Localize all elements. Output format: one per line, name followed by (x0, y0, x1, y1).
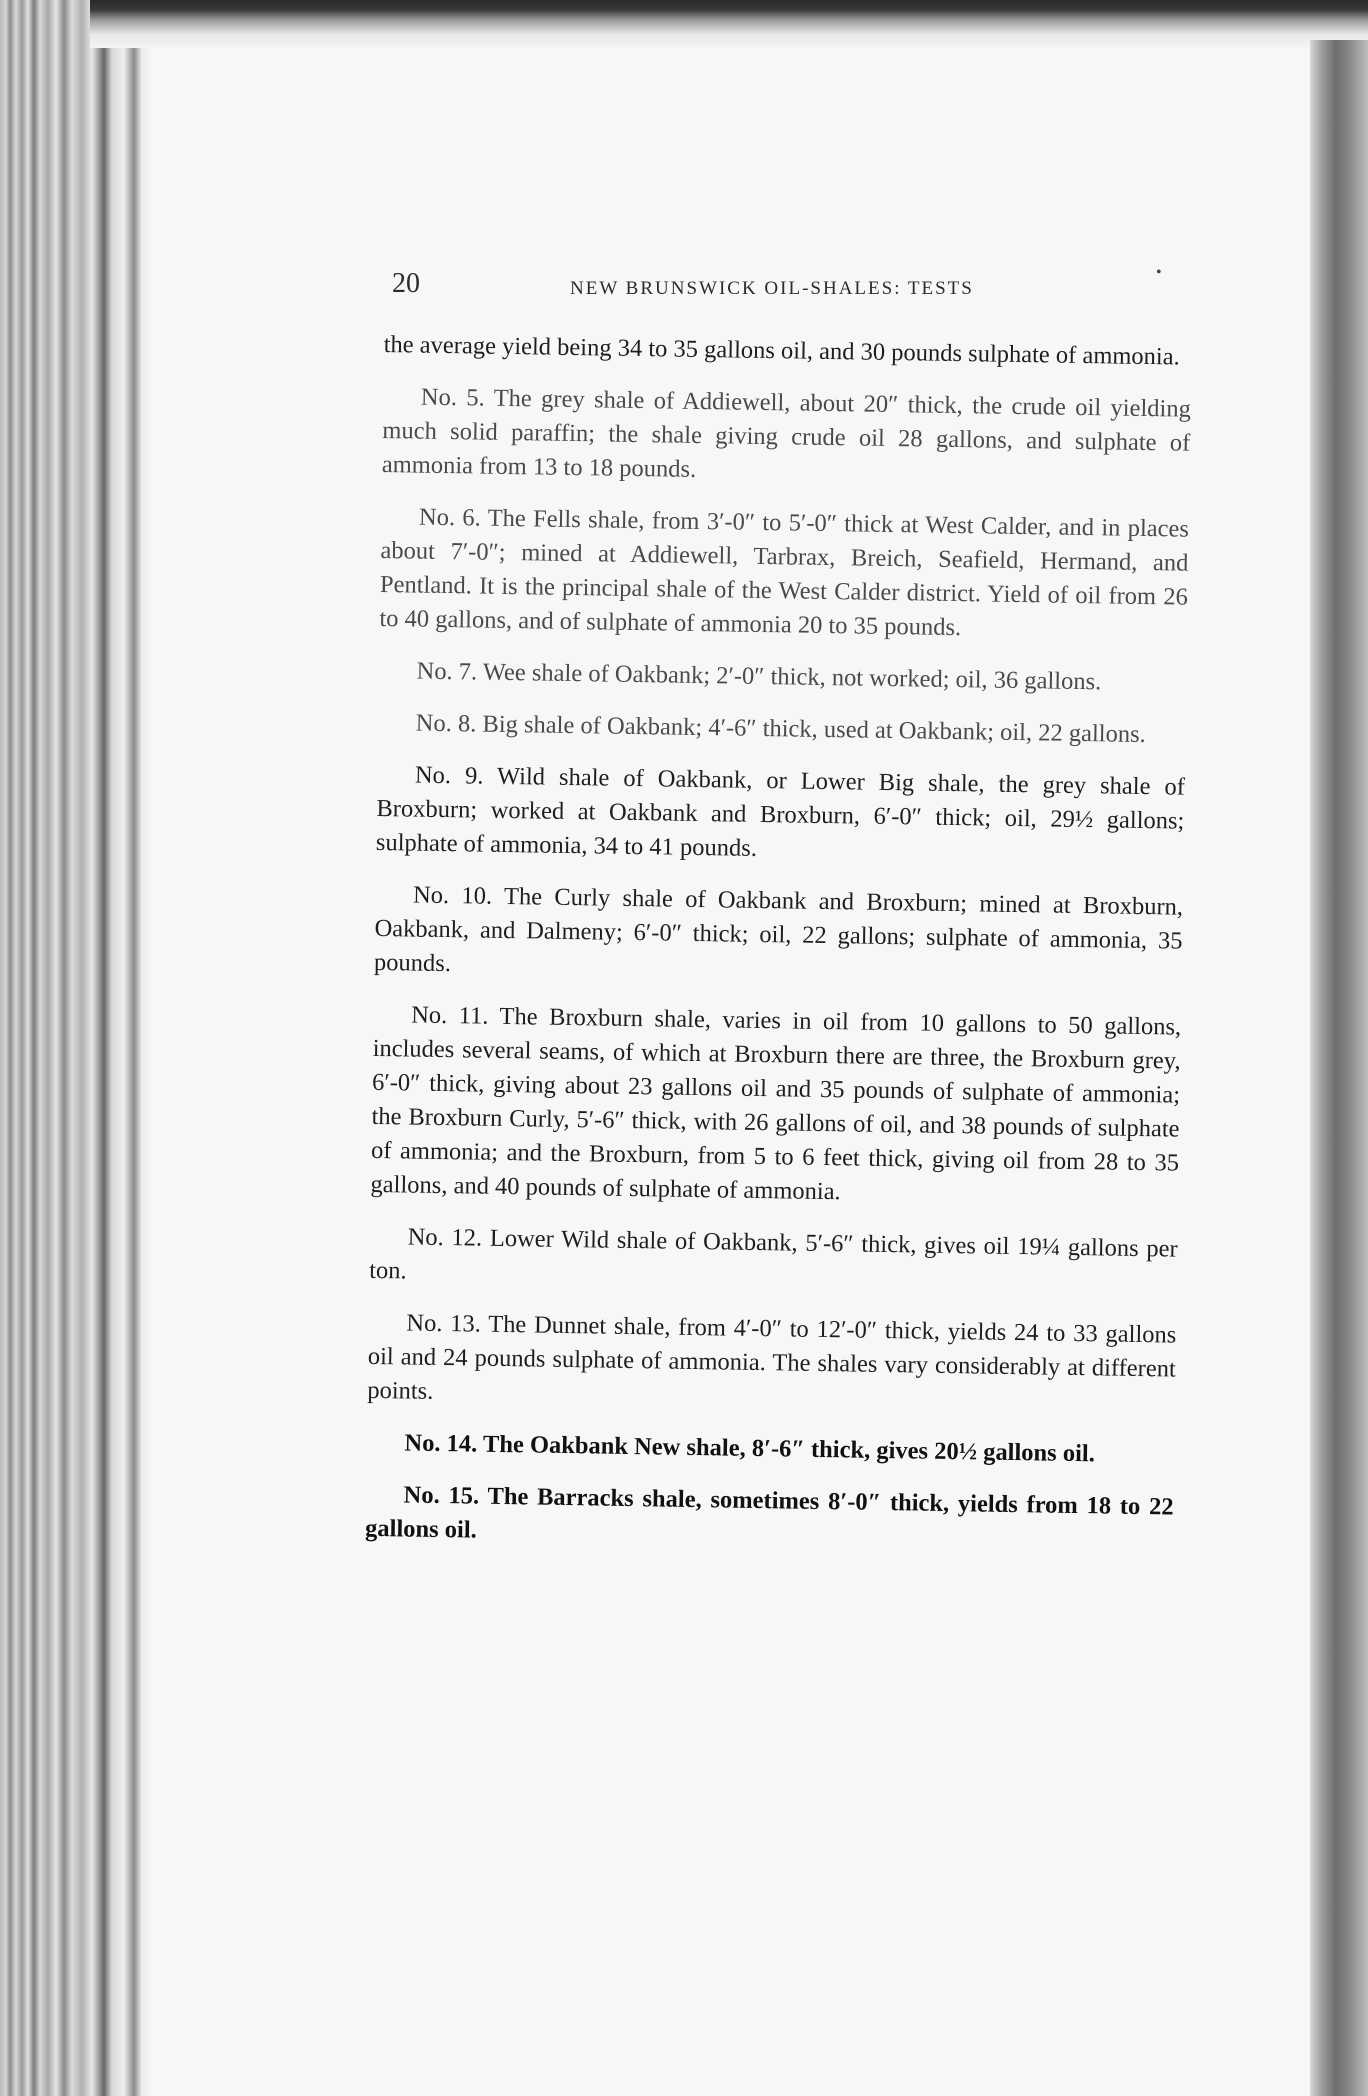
top-scan-shadow (90, 0, 1368, 48)
page-header (392, 264, 1182, 308)
book-page-edges (0, 0, 150, 2096)
paragraph-no-12: No. 12. Lower Wild shale of Oakbank, 5′-6″ thick, gives oil 19¼ gallons per ton. (368, 1223, 1178, 1285)
body-text (365, 328, 1192, 1577)
page-number: 20 (392, 268, 420, 299)
paragraph-no-6: No. 6. The Fells shale, from 3′-0″ to 5′-0″ thick at West Calder, and in places about 7′-0″; mined at Addiewell, Tarbrax, Breich, Seafield, Hermand, and Pentland. It is the principal shale of the West Calder district. Yield of oil from 26 to 40 gallons, and of sulphate of ammonia 20 to 35 pounds. (379, 503, 1190, 642)
running-head: NEW BRUNSWICK OIL-SHALES: TESTS (570, 278, 974, 299)
paragraph-no-7: No. 7. Wee shale of Oakbank; 2′-0″ thick, not worked; oil, 36 gallons. (416, 657, 1102, 696)
paragraph-no-5: No. 5. The grey shale of Addiewell, about 20″ thick, the crude oil yielding much solid paraffin; the shale giving crude oil 28 gallons, and sulphate of ammonia from 13 to 18 pounds. (381, 383, 1192, 483)
paragraph-no-11: No. 11. The Broxburn shale, varies in oil from 10 gallons to 50 gallons, includes several seams, of which at Broxburn there are three, the Broxburn grey, 6′-0″ thick, giving about 23 gallons oil and 35 pounds of sulphate of ammonia; the Broxburn Curly, 5′-6″ thick, with 26 gallons of oil, and 38 pounds of sulphate of ammonia; and the Broxburn, from 5 to 6 feet thick, giving oil from 28 to 35 gallons, and 40 pounds of sulphate of ammonia. (370, 1001, 1182, 1206)
paragraph-no-10: No. 10. The Curly shale of Oakbank and Broxburn; mined at Broxburn, Oakbank, and Dalmeny; 6′-0″ thick; oil, 22 gallons; sulphate of ammonia, 35 pounds. (373, 881, 1184, 978)
paragraph-no-9: No. 9. Wild shale of Oakbank, or Lower Big shale, the grey shale of Broxburn; worked at Oakbank and Broxburn, 6′-0″ thick; oil, 29½ gallons; sulphate of ammonia, 34 to 41 pounds. (375, 761, 1186, 862)
paragraph-no-15: No. 15. The Barracks shale, sometimes 8′-0″ thick, yields from 18 to 22 gallons oil. (364, 1481, 1174, 1544)
paragraph-no-13: No. 13. The Dunnet shale, from 4′-0″ to 12′-0″ thick, yields 24 to 33 gallons oil and 24 pounds sulphate of ammonia. The shales vary considerably at different points. (367, 1309, 1177, 1405)
right-scan-shadow (1310, 40, 1368, 2096)
paragraph-no-8: No. 8. Big shale of Oakbank; 4′-6″ thick, used at Oakbank; oil, 22 gallons. (415, 709, 1146, 749)
paragraph-no-14: No. 14. The Oakbank New shale, 8′-6″ thick, gives 20½ gallons oil. (404, 1429, 1096, 1468)
header-mark: • (1156, 264, 1162, 281)
paragraph-continuation: the average yield being 34 to 35 gallons oil, and 30 pounds sulphate of ammonia. (383, 330, 1180, 371)
